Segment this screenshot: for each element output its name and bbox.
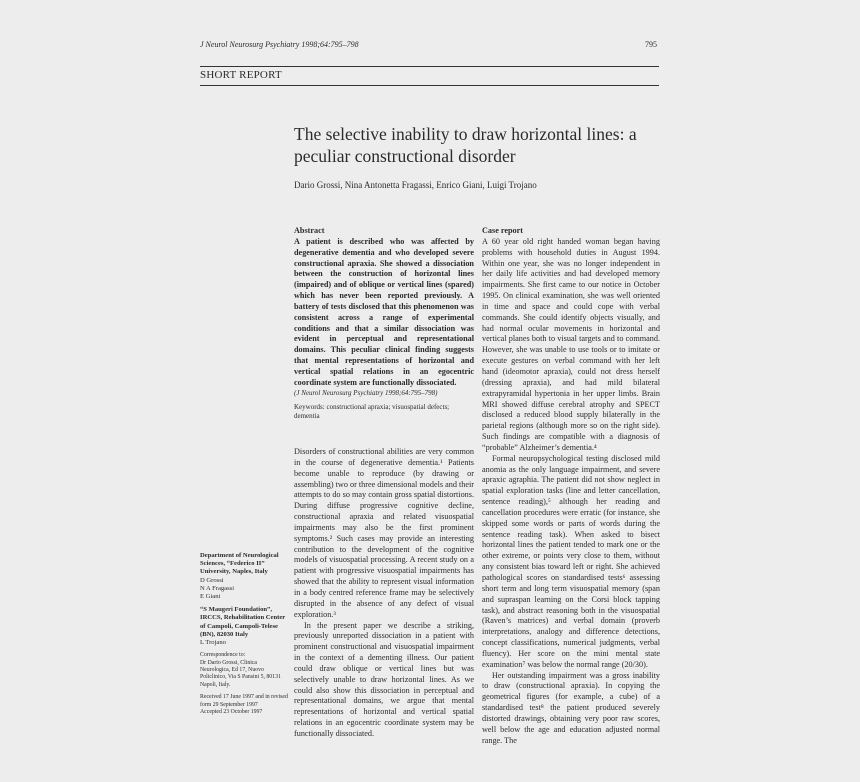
- case-report-paragraph-2: Formal neuropsychological testing disclosed mild anomia as the only language impairment, and severe apraxic agraphia. The patient did not show neglect in spatial exploration tasks (line and letter cancellation, sentence reading),⁵ although her reading and cancellation procedures were erratic (for instance, she skipped some words or parts of words during the sentence reading task). When asked to bisect horizontal lines the patient tended to mark one or the other extreme, or points very close to them, without any consistent bias toward left or right. She achieved pathological scores on standardised tests⁶ assessing short term and long term visuospatial memory (span and supraspan learning on the Corsi block tapping task), and abstract reasoning both in the visuospatial (Raven’s matrices) and verbal domain (proverb interpretations, analogy and difference detections, concept classifications, numerical judgments, verbal fluency). Her score on the mini mental state examination⁷ was below the normal range (20/30).: [482, 453, 660, 669]
- running-head: J Neurol Neurosurg Psychiatry 1998;64:795–798: [200, 40, 359, 49]
- correspondence-address: Dr Dario Grossi, Clinica Neurologica, Ed 17, Nuovo Policlinico, Via S Pansini 5, 80131 Napoli, Italy.: [200, 659, 281, 688]
- author-initials: D Grossi: [200, 576, 224, 584]
- intro-paragraph-1: Disorders of constructional abilities are very common in the course of degenerative dementia.¹ Patients become unable to reproduce (by drawing or assembling) two or three dimensional models and their attempts to do so may contain gross spatial distortions. During diffuse progressive cognitive decline, constructional apraxia and related visuospatial impairments may also be the first prominent symptoms.² Such cases may provide an interesting contribution to the development of the cognitive models of visuospatial processing. A recent study on a patient with progressive visuospatial impairments has showed that the ability to represent visual information in a body centred reference frame may be selectively disrupted in the absence of any defect of visual exploration.³: [294, 447, 474, 619]
- affiliation-foundation: “S Maugeri Foundation”, IRCCS, Rehabilitation Center of Campoli, Campoli-Telese (BN), 82030 Italy: [200, 606, 286, 638]
- accepted-date: Accepted 23 October 1997: [200, 709, 263, 716]
- page-number: 795: [645, 40, 657, 49]
- affiliations: [200, 552, 288, 716]
- keywords: Keywords: constructional apraxia; visuospatial defects; dementia: [294, 402, 450, 420]
- author-initials: N A Fragassi: [200, 584, 235, 592]
- section-label: SHORT REPORT: [200, 69, 282, 81]
- case-report-heading: Case report: [482, 226, 524, 235]
- abstract-heading: Abstract: [294, 226, 325, 235]
- abstract-block: [294, 226, 474, 421]
- affiliation-dept: Department of Neurological Sciences, “Federico II” University, Naples, Italy: [200, 552, 279, 576]
- author-initials: E Giani: [200, 593, 221, 601]
- top-rule: [200, 66, 659, 67]
- received-date: Received 17 June 1997 and in revised form 29 September 1997: [200, 694, 288, 708]
- author-list: Dario Grossi, Nina Antonetta Fragassi, Enrico Giani, Luigi Trojano: [294, 180, 537, 190]
- intro-paragraph-2: In the present paper we describe a striking, previously unreported dissociation in a patient with prominent constructional and visuospatial impairment in the context of a dementing illness. Our patient could draw oblique or vertical lines but was selectively unable to draw horizontal lines. As we could also show this dissociation in perceptual and representational domains, we argue that mental representations of horizontal and vertical spatial relations in an egocentric coordinate system may be functionally dissociated.: [294, 620, 474, 738]
- author-initials: L Trojano: [200, 639, 226, 647]
- abstract-body: A patient is described who was affected by degenerative dementia and who developed severe constructional apraxia. She showed a dissociation between the construction of horizontal lines (impaired) and of oblique or vertical lines (spared) which has never been reported previously. A battery of tests disclosed that this phenomenon was consistent across a range of experimental conditions and that a similar dissociation was evident in perceptual and representational domains. This peculiar clinical finding suggests that mental representations of horizontal and vertical spatial relations in an egocentric coordinate system are functionally dissociated.: [294, 236, 474, 387]
- introduction: [294, 447, 474, 740]
- case-report-paragraph-3: Her outstanding impairment was a gross inability to draw (constructional apraxia). In copying the geometrical figures (for example, a cube) of a standardised test⁸ the patient produced severely distorted drawings, obtaining very poor raw scores, well below the age and education adjusted normal range. The: [482, 670, 660, 745]
- article-title: The selective inability to draw horizontal lines: a peculiar constructional disorder: [294, 124, 637, 166]
- correspondence-label: Correspondence to:: [200, 652, 246, 659]
- abstract-citation: (J Neurol Neurosurg Psychiatry 1998;64:795–798): [294, 388, 438, 397]
- case-report: [482, 226, 660, 747]
- section-rule: [200, 85, 659, 86]
- case-report-paragraph-1: A 60 year old right handed woman began having problems with household duties in August 1994. Within one year, she was no longer independent in her daily life activities and had developed memory impairments. She first came to our notice in October 1995. On clinical examination, she was well oriented in time and space and could cope with verbal commands. She could identify objects visually, and had normal ocular movements in horizontal and vertical planes both to visual targets and to command. However, she was unable to use tools or to imitate or execute gestures on verbal command with her left hand (ideomotor apraxia), could not dress herself (dressing apraxia), and had mild bilateral extrapyramidal hypertonia in her upper limbs. Brain MRI showed diffuse cerebral atrophy and SPECT disclosed a reduced blood supply bilaterally in the parietal regions (although more so on the right side). Such findings are compatible with a diagnosis of “probable” Alzheimer’s dementia.⁴: [482, 236, 660, 452]
